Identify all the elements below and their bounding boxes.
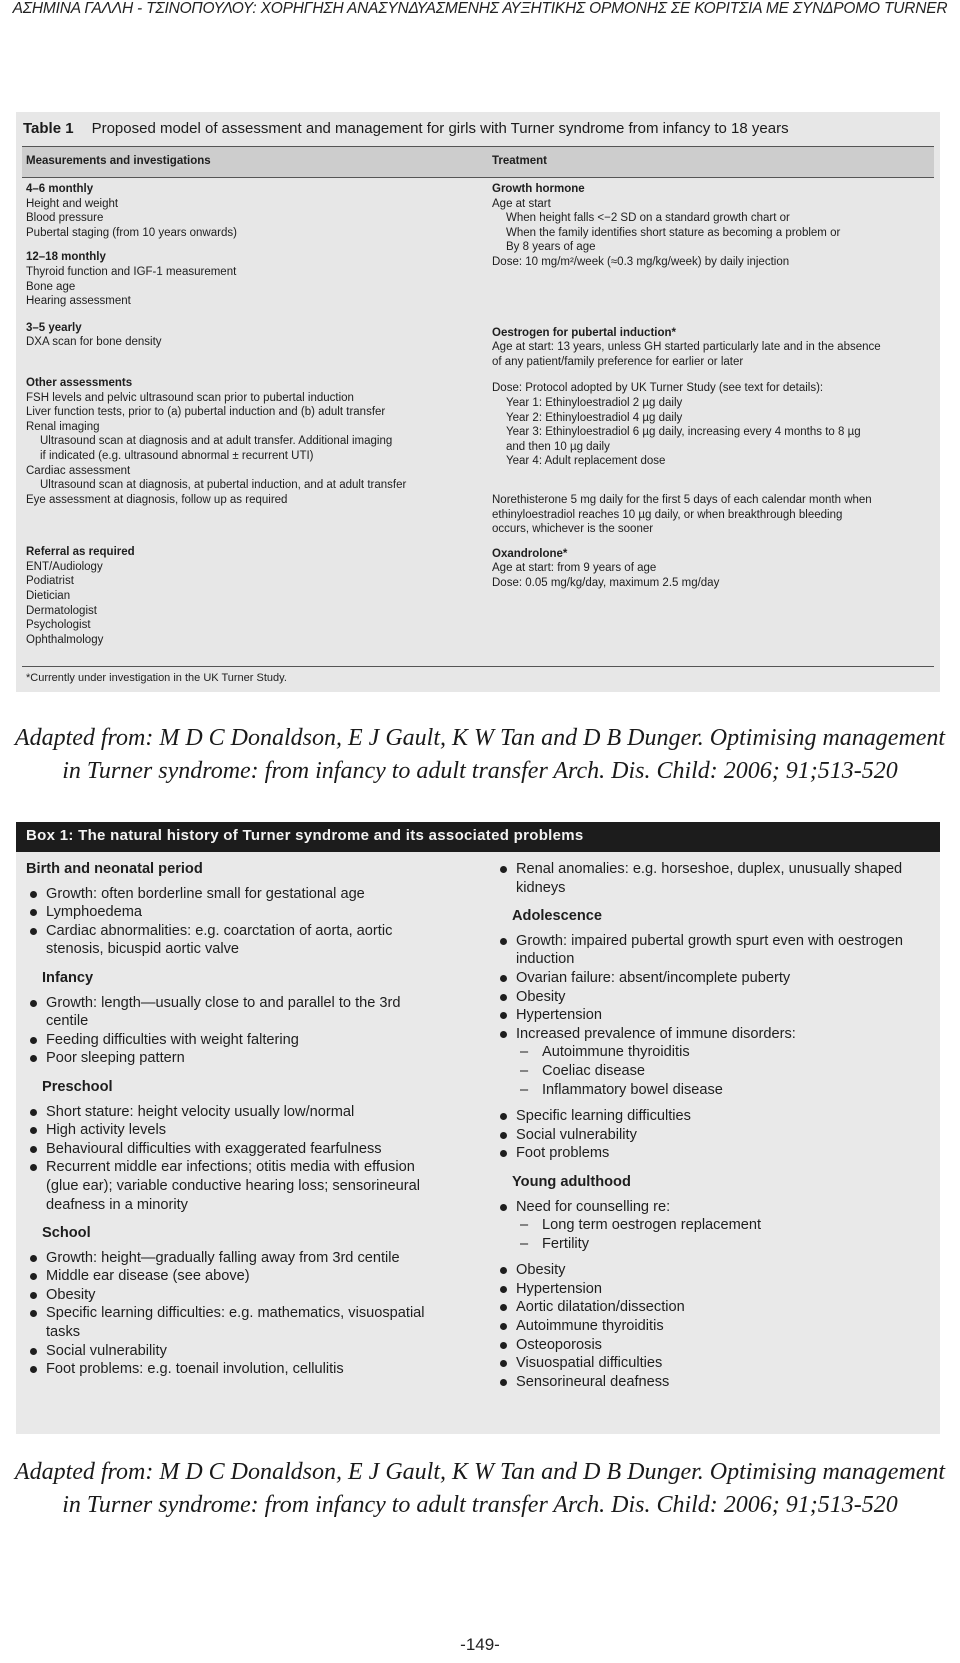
- column-header-treatment: Treatment: [492, 155, 547, 167]
- list-item: Cardiac assessment: [26, 464, 131, 477]
- list-item: Recurrent middle ear infections; otitis media with effusion (glue ear); variable conductive hearing loss; sensorineural deafness in a minority: [26, 1158, 446, 1214]
- section-heading: School: [42, 1225, 91, 1242]
- list-item: Hypertension: [496, 1006, 916, 1025]
- sub-list-item: – Inflammatory bowel disease: [496, 1081, 916, 1100]
- list-item: Short stature: height velocity usually low/normal: [26, 1103, 446, 1122]
- section-heading: Birth and neonatal period: [26, 861, 203, 877]
- list-item: Behavioural difficulties with exaggerated fearfulness: [26, 1140, 446, 1159]
- caption-table-1: [0, 722, 960, 788]
- list-item: Ultrasound scan at diagnosis, at pubertal induction, and at adult transfer: [40, 479, 407, 492]
- page-number: -149-: [460, 1635, 500, 1654]
- list-item: When height falls <−2 SD on a standard growth chart or: [506, 212, 790, 225]
- box-right-column: [496, 860, 916, 1391]
- group-heading: 12–18 monthly: [26, 251, 106, 264]
- caption-line: Adapted from: M D C Donaldson, E J Gault, K W Tan and D B Dunger. Optimising management: [14, 725, 946, 751]
- list-item: Renal anomalies: e.g. horseshoe, duplex, unusually shaped kidneys: [496, 860, 916, 897]
- caption-line: in Turner syndrome: from infancy to adult transfer Arch. Dis. Child: 2006; 91;513-520: [62, 758, 898, 784]
- list-item: Sensorineural deafness: [496, 1373, 916, 1392]
- table-label: Table 1: [23, 120, 74, 137]
- list-item: Poor sleeping pattern: [26, 1049, 446, 1068]
- group-heading: 3–5 yearly: [26, 321, 82, 334]
- list-item: Ophthalmology: [26, 633, 104, 646]
- list-item: Dose: 0.05 mg/kg/day, maximum 2.5 mg/day: [492, 576, 720, 589]
- column-header-measurements: Measurements and investigations: [26, 155, 211, 167]
- list-item: Growth: height—gradually falling away from 3rd centile: [26, 1249, 446, 1268]
- list-item: Age at start: [492, 197, 551, 210]
- list-item: Specific learning difficulties: [496, 1107, 916, 1126]
- group-heading: Other assessments: [26, 376, 133, 389]
- list-item: By 8 years of age: [506, 241, 596, 254]
- section-heading: Infancy: [42, 969, 94, 986]
- list-item: Bone age: [26, 280, 76, 293]
- list-item: Thyroid function and IGF-1 measurement: [26, 265, 237, 278]
- caption-line: in Turner syndrome: from infancy to adult transfer Arch. Dis. Child: 2006; 91;513-520: [62, 1492, 898, 1518]
- list-item: Osteoporosis: [496, 1336, 916, 1355]
- list-item: occurs, whichever is the sooner: [492, 523, 654, 536]
- section-heading: Preschool: [42, 1078, 113, 1095]
- caption-line: Adapted from: M D C Donaldson, E J Gault, K W Tan and D B Dunger. Optimising management: [14, 1459, 946, 1485]
- list-item: Growth: impaired pubertal growth spurt even with oestrogen induction: [496, 932, 916, 969]
- list-item: Specific learning difficulties: e.g. mathematics, visuospatial tasks: [26, 1304, 446, 1341]
- list-item: Foot problems: [496, 1144, 916, 1163]
- list-item: Growth: often borderline small for gestational age: [26, 885, 446, 904]
- list-item: Height and weight: [26, 197, 119, 210]
- sub-list-item: – Fertility: [496, 1235, 916, 1254]
- box-1: [16, 822, 940, 1434]
- list-item: Dermatologist: [26, 604, 97, 617]
- table-caption: Proposed model of assessment and management for girls with Turner syndrome from infancy to 18 years: [91, 120, 789, 137]
- list-item: Year 4: Adult replacement dose: [506, 455, 666, 468]
- list-item: High activity levels: [26, 1121, 446, 1140]
- table-left-column: [26, 176, 481, 647]
- box-title-bar: [16, 822, 940, 852]
- list-item: Year 3: Ethinyloestradiol 6 µg daily, increasing every 4 months to 8 µg: [506, 426, 861, 439]
- list-item: Dose: Protocol adopted by UK Turner Study (see text for details):: [492, 382, 824, 395]
- list-item: Autoimmune thyroiditis: [496, 1317, 916, 1336]
- list-item: Renal imaging: [26, 420, 100, 433]
- list-item: Dose: 10 mg/m²/week (≈0.3 mg/kg/week) by daily injection: [492, 255, 790, 268]
- list-item: ENT/Audiology: [26, 560, 103, 573]
- list-item: Obesity: [26, 1286, 446, 1305]
- list-item: Hypertension: [496, 1280, 916, 1299]
- sub-list-item: – Autoimmune thyroiditis: [496, 1043, 916, 1062]
- list-item: Social vulnerability: [26, 1342, 446, 1361]
- list-item: Need for counselling re:: [496, 1198, 916, 1217]
- group-heading: 4–6 monthly: [26, 183, 94, 195]
- sub-list-item: – Long term oestrogen replacement: [496, 1216, 916, 1235]
- list-item: of any patient/family preference for earlier or later: [492, 355, 744, 368]
- list-item: if indicated (e.g. ultrasound abnormal ± recurrent UTI): [40, 449, 314, 462]
- list-item: Psychologist: [26, 619, 91, 632]
- list-item: Feeding difficulties with weight faltering: [26, 1031, 446, 1050]
- caption-box-1: [0, 1456, 960, 1522]
- list-item: Eye assessment at diagnosis, follow up as required: [26, 493, 288, 506]
- list-item: Cardiac abnormalities: e.g. coarctation of aorta, aortic stenosis, bicuspid aortic valve: [26, 922, 446, 959]
- list-item: Growth: length—usually close to and parallel to the 3rd centile: [26, 994, 446, 1031]
- list-item: Increased prevalence of immune disorders:: [496, 1025, 916, 1044]
- group-heading: Growth hormone: [492, 183, 585, 195]
- table-header-row: [22, 146, 934, 178]
- list-item: Middle ear disease (see above): [26, 1267, 446, 1286]
- section-heading: Young adulthood: [512, 1173, 631, 1190]
- list-item: Lymphoedema: [26, 903, 446, 922]
- list-item: Foot problems: e.g. toenail involution, cellulitis: [26, 1360, 446, 1379]
- running-head: ΑΣΗΜΙΝΑ ΓΑΛΛΗ - ΤΣΙΝΟΠΟΥΛΟΥ: ΧΟΡΗΓΗΣΗ ΑΝΑΣΥΝΔΥΑΣΜΕΝΗΣ ΑΥΞΗΤΙΚΗΣ ΟΡΜΟΝΗΣ ΣΕ ΚΟΡΙΤΣΙΑ ΜΕ ΣΥΝΔΡΟΜΟ TURNER: [12, 0, 948, 17]
- list-item: Year 1: Ethinyloestradiol 2 µg daily: [506, 396, 683, 409]
- group-heading: Oestrogen for pubertal induction*: [492, 326, 677, 339]
- list-item: and then 10 µg daily: [506, 440, 610, 453]
- list-item: Liver function tests, prior to (a) pubertal induction and (b) adult transfer: [26, 406, 386, 419]
- table-right-column: [492, 176, 932, 590]
- table-footnote: *Currently under investigation in the UK Turner Study.: [26, 672, 287, 684]
- list-item: Year 2: Ethinyloestradiol 4 µg daily: [506, 411, 683, 424]
- table-title: [23, 120, 789, 137]
- list-item: Norethisterone 5 mg daily for the first 5 days of each calendar month when: [492, 493, 872, 506]
- list-item: Age at start: from 9 years of age: [492, 562, 657, 575]
- sub-list-item: – Coeliac disease: [496, 1062, 916, 1081]
- list-item: Obesity: [496, 988, 916, 1007]
- list-item: Social vulnerability: [496, 1126, 916, 1145]
- list-item: Podiatrist: [26, 575, 74, 588]
- section-heading: Adolescence: [512, 908, 603, 925]
- list-item: Aortic dilatation/dissection: [496, 1298, 916, 1317]
- list-item: ethinyloestradiol reaches 10 µg daily, or when breakthrough bleeding: [492, 508, 843, 521]
- list-item: Pubertal staging (from 10 years onwards): [26, 226, 237, 239]
- list-item: FSH levels and pelvic ultrasound scan prior to pubertal induction: [26, 391, 354, 404]
- group-heading: Referral as required: [26, 546, 135, 559]
- table-1: [16, 112, 940, 692]
- list-item: Ovarian failure: absent/incomplete puberty: [496, 969, 916, 988]
- list-item: When the family identifies short stature as becoming a problem or: [506, 226, 841, 239]
- list-item: Dietician: [26, 590, 71, 603]
- list-item: Hearing assessment: [26, 295, 131, 308]
- list-item: DXA scan for bone density: [26, 336, 162, 349]
- list-item: Obesity: [496, 1261, 916, 1280]
- list-item: Blood pressure: [26, 212, 104, 225]
- group-heading: Oxandrolone*: [492, 547, 568, 560]
- table-bottom-rule: [22, 666, 934, 667]
- list-item: Age at start: 13 years, unless GH started particularly late and in the absence: [492, 341, 881, 354]
- box-left-column: [26, 860, 446, 1379]
- list-item: Ultrasound scan at diagnosis and at adult transfer. Additional imaging: [40, 435, 393, 448]
- box-title: Box 1: The natural history of Turner syndrome and its associated problems: [26, 827, 584, 844]
- list-item: Visuospatial difficulties: [496, 1354, 916, 1373]
